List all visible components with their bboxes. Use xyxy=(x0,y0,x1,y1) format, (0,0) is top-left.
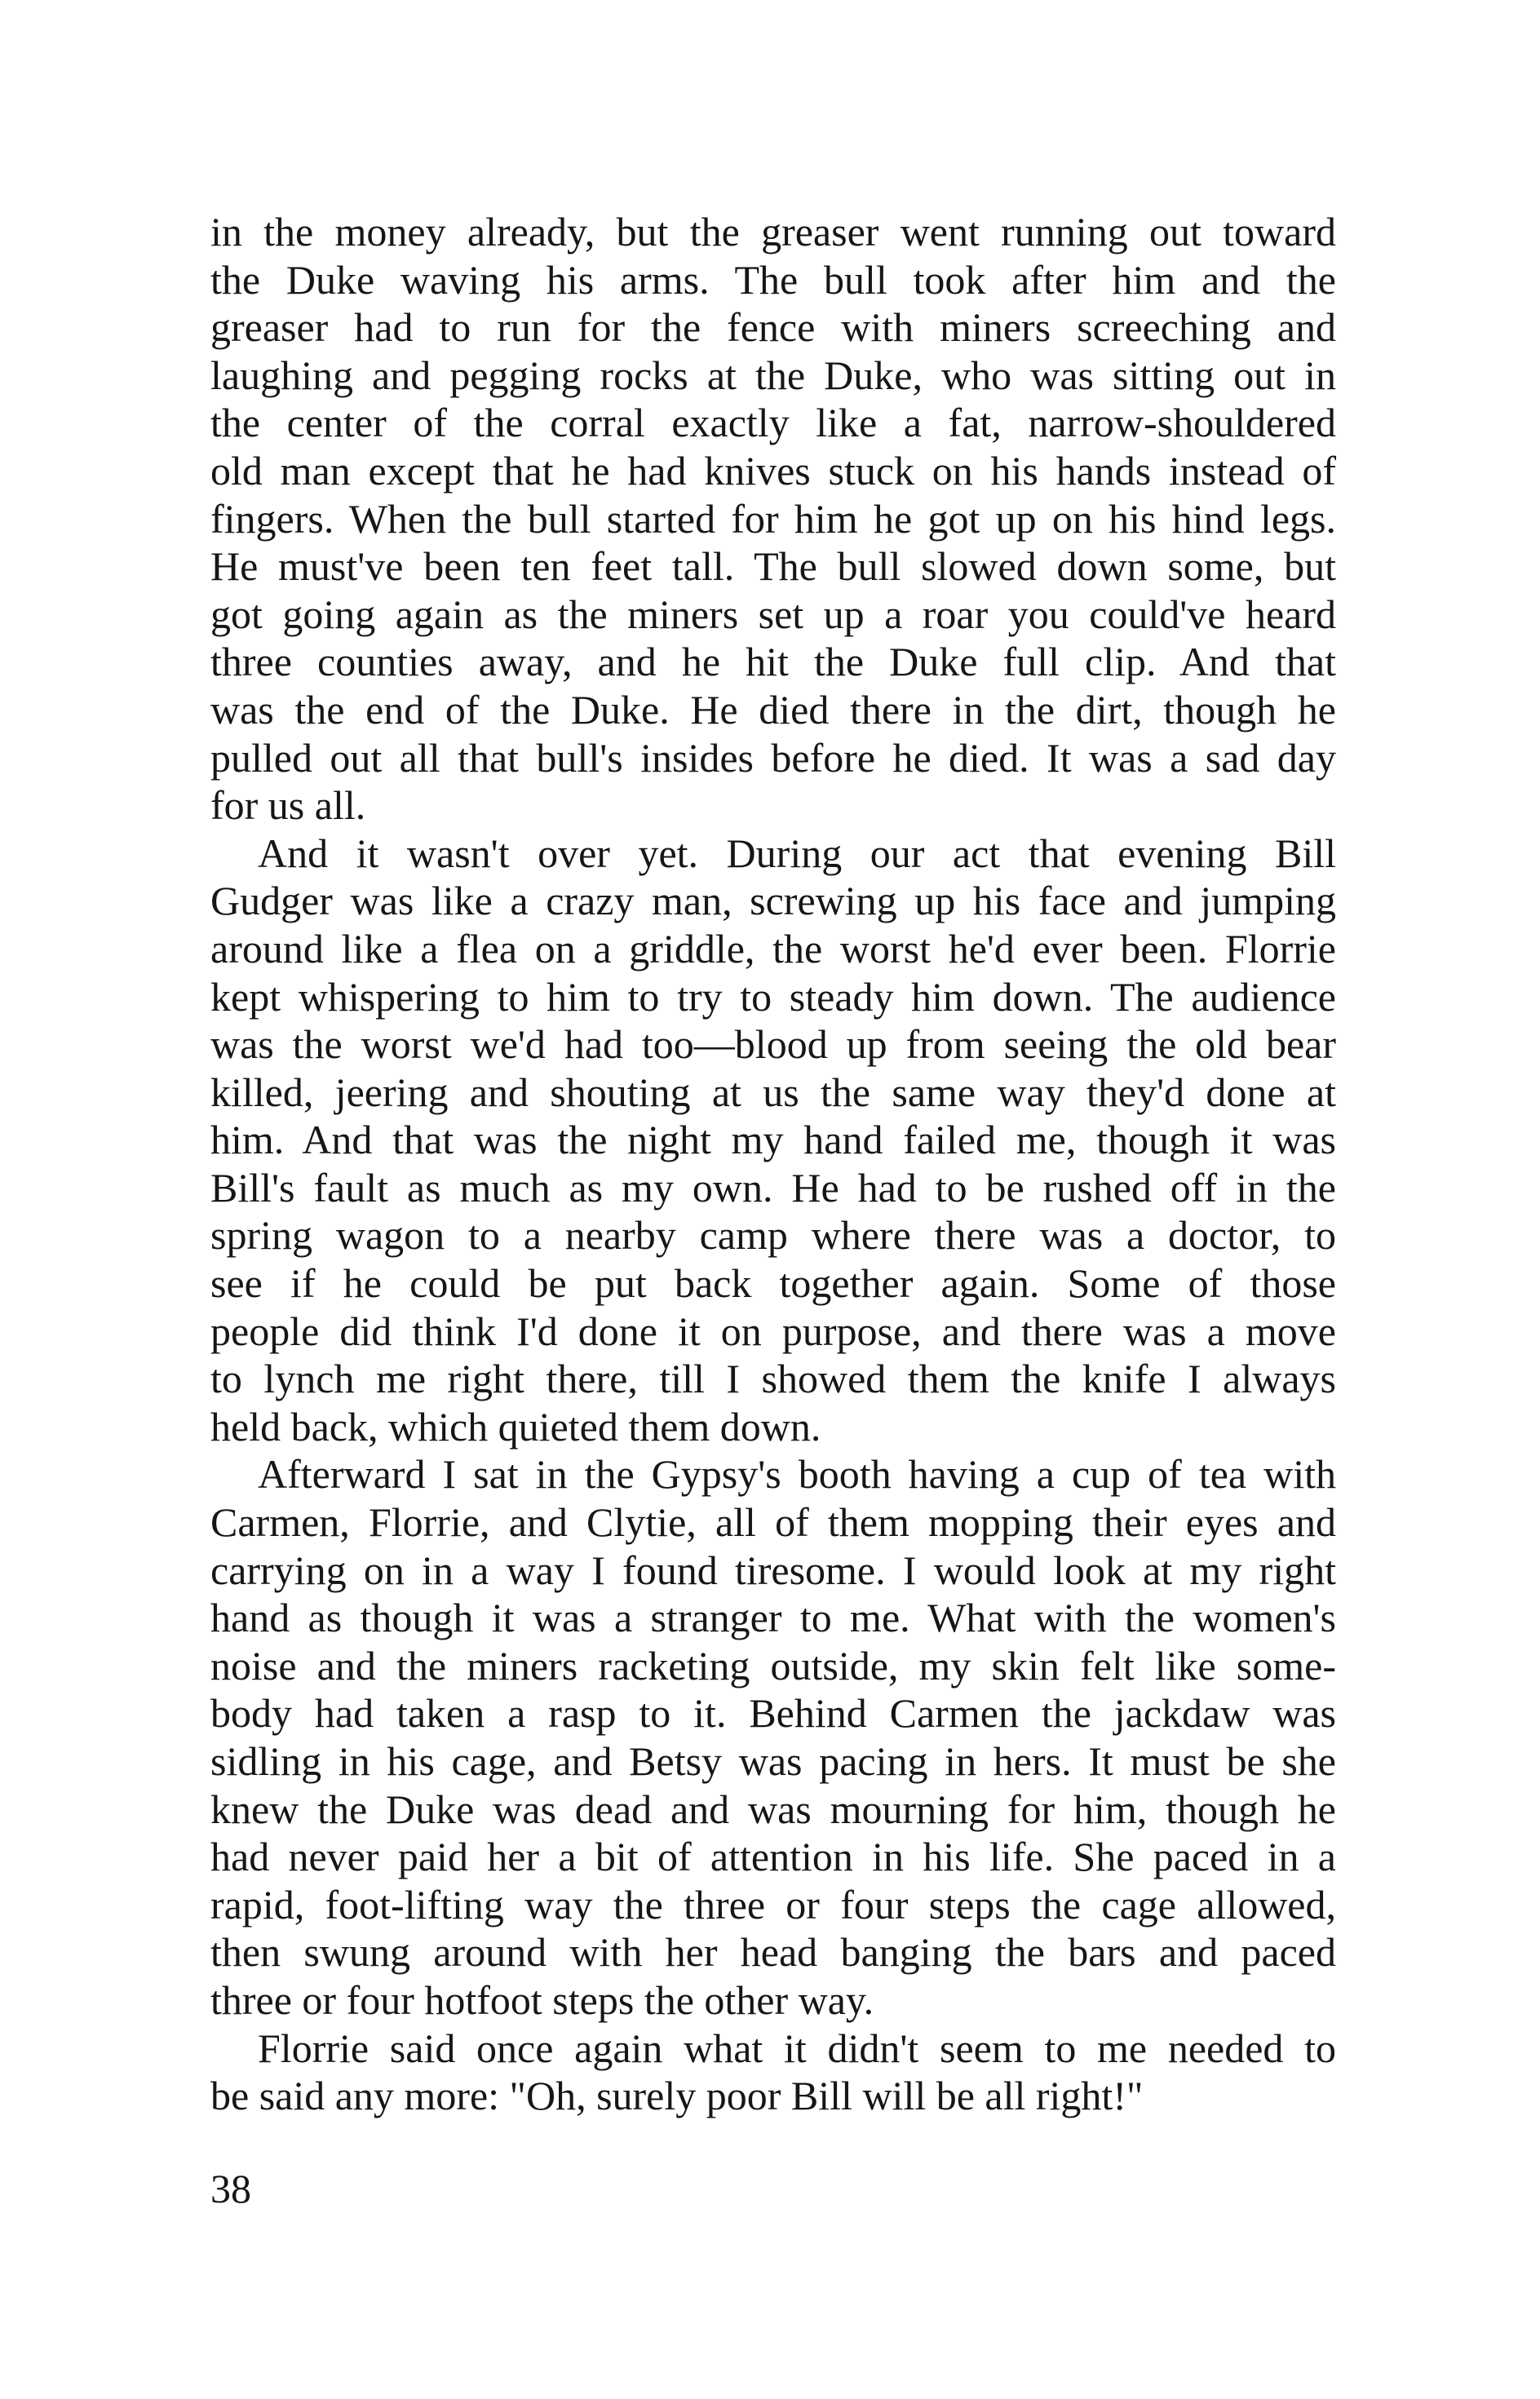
text-line: laughing and pegging rocks at the Duke, who was sitting out in xyxy=(210,352,1336,398)
text-line: greaser had to run for the fence with miners screeching and xyxy=(210,304,1336,351)
text-line: be said any more: "Oh, surely poor Bill will be all right!" xyxy=(210,2073,1144,2119)
text-line: in the money already, but the greaser went running out toward xyxy=(210,209,1336,255)
text-line: three counties away, and he hit the Duke full clip. And that xyxy=(210,639,1336,685)
text-line: had never paid her a bit of attention in his life. She paced in a xyxy=(210,1834,1336,1880)
text-line: knew the Duke was dead and was mourning for him, though he xyxy=(210,1786,1336,1832)
text-line: the center of the corral exactly like a fat, narrow-shouldered xyxy=(210,400,1336,446)
text-line: hand as though it was a stranger to me. What with the women's xyxy=(210,1595,1336,1641)
text-line: held back, which quieted them down. xyxy=(210,1403,821,1450)
text-line: kept whispering to him to try to steady him down. The audience xyxy=(210,973,1336,1020)
text-line: Gudger was like a crazy man, screwing up his face and jumping xyxy=(210,878,1336,924)
text-line: the Duke waving his arms. The bull took after him and the xyxy=(210,256,1336,303)
text-line: Carmen, Florrie, and Clytie, all of them mopping their eyes and xyxy=(210,1499,1336,1546)
text-line: body had taken a rasp to it. Behind Carmen the jackdaw was xyxy=(210,1690,1336,1737)
text-line: see if he could be put back together again. Some of those xyxy=(210,1260,1336,1307)
text-line: Florrie said once again what it didn't seem to me needed to xyxy=(258,2025,1336,2071)
text-line: pulled out all that bull's insides before he died. It was a sad day xyxy=(210,734,1336,781)
body-text xyxy=(210,208,1336,2120)
text-line: him. And that was the night my hand failed me, though it was xyxy=(210,1117,1336,1163)
paragraph xyxy=(210,2025,1336,2120)
text-line: three or four hotfoot steps the other way. xyxy=(210,1976,874,2023)
text-line: then swung around with her head banging the bars and paced xyxy=(210,1929,1336,1976)
text-line: spring wagon to a nearby camp where there was a doctor, to xyxy=(210,1212,1336,1259)
text-line: And it wasn't over yet. During our act that evening Bill xyxy=(258,830,1336,876)
text-line: sidling in his cage, and Betsy was pacing in hers. It must be she xyxy=(210,1738,1336,1784)
text-line: was the end of the Duke. He died there in the dirt, though he xyxy=(210,686,1336,733)
text-line: noise and the miners racketing outside, my skin felt like some- xyxy=(210,1642,1336,1689)
text-line: Afterward I sat in the Gypsy's booth having a cup of tea with xyxy=(258,1451,1336,1498)
paragraph xyxy=(210,208,1336,830)
text-line: fingers. When the bull started for him he got up on his hind legs. xyxy=(210,495,1336,542)
text-line: got going again as the miners set up a roar you could've heard xyxy=(210,591,1336,637)
text-line: Bill's fault as much as my own. He had to be rushed off in the xyxy=(210,1164,1336,1211)
text-line: around like a flea on a griddle, the worst he'd ever been. Florrie xyxy=(210,925,1336,972)
text-line: was the worst we'd had too—blood up from seeing the old bear xyxy=(210,1021,1336,1068)
text-line: people did think I'd done it on purpose, and there was a move xyxy=(210,1308,1336,1354)
page-number: 38 xyxy=(210,2166,251,2211)
paragraph xyxy=(210,1450,1336,2024)
text-line: for us all. xyxy=(210,782,366,829)
text-line: carrying on in a way I found tiresome. I would look at my right xyxy=(210,1547,1336,1593)
text-line: rapid, foot-lifting way the three or four steps the cage allowed, xyxy=(210,1881,1336,1928)
text-line: He must've been ten feet tall. The bull slowed down some, but xyxy=(210,543,1336,590)
text-line: to lynch me right there, till I showed them the knife I always xyxy=(210,1356,1336,1402)
text-line: killed, jeering and shouting at us the same way they'd done at xyxy=(210,1069,1336,1115)
paragraph xyxy=(210,830,1336,1451)
text-line: old man except that he had knives stuck on his hands instead of xyxy=(210,447,1336,494)
